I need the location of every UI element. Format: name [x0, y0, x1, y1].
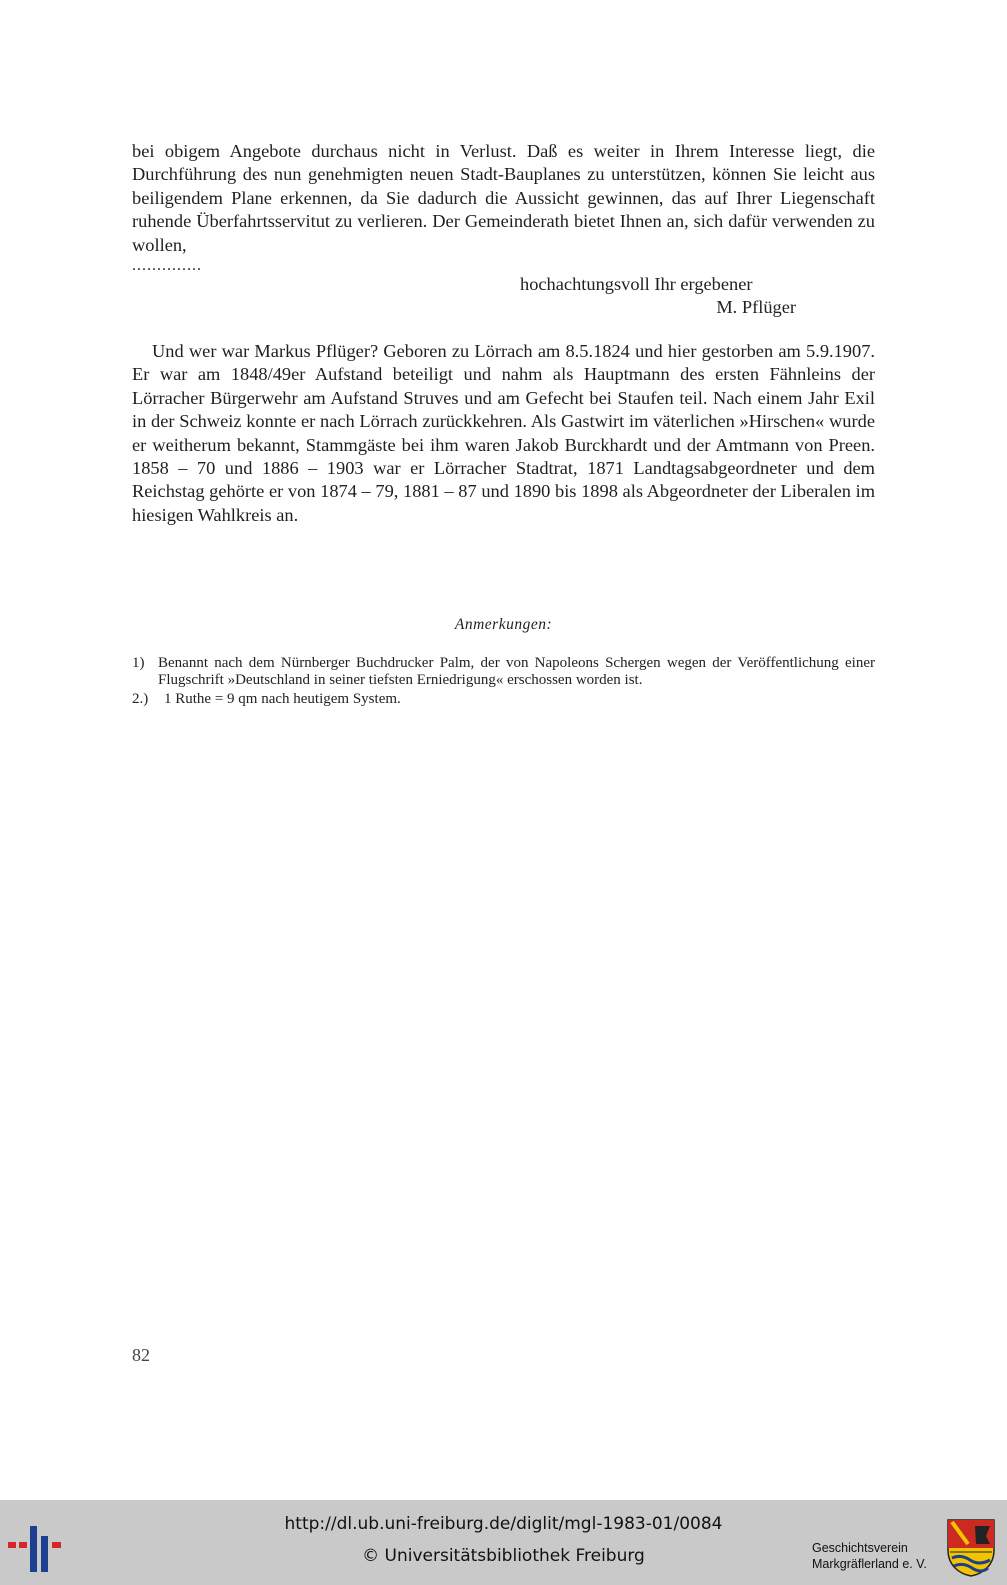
- letter-closing: hochachtungsvoll Ihr ergebener: [520, 274, 753, 294]
- copyright-text: © Universitätsbibliothek Freiburg: [362, 1546, 645, 1566]
- biography-paragraph: Und wer war Markus Pflüger? Geboren zu Lörrach am 8.5.1824 und hier gestorben am 5.9.1907. Er war am 1848/49er Aufstand beteiligt und nahm als Hauptmann des ersten Fähnleins der Lörracher Bürgerwehr am Aufstand Struves und am Gefecht bei Staufen teil. Nach einem Jahr Exil in der Schweiz konnte er nach Lörrach zurückkehren. Als Gastwirt im väterlichen »Hirschen« wurde er weitherum bekannt, Stammgäste bei ihm waren Jakob Burckhardt und der Amtmann von Preen. 1858 – 70 und 1886 – 1903 war er Lörracher Stadtrat, 1871 Landtagsabgeordneter und dem Reichstag gehörte er von 1874 – 79, 1881 – 87 und 1890 bis 1898 als Abgeordneter der Liberalen im hiesigen Wahlkreis an.: [132, 341, 875, 525]
- page-number: 82: [132, 1345, 150, 1365]
- footnote-text: Benannt nach dem Nürnberger Buchdrucker Palm, der von Napoleons Schergen wegen der Veröffentlichung einer Flugschrift »Deutschland in seiner tiefsten Erniedrigung« erschossen worden ist.: [158, 655, 875, 688]
- society-line-2: Markgräflerland e. V.: [812, 1557, 927, 1571]
- footnote-item: [132, 655, 875, 689]
- viewer-footer: [0, 1500, 1007, 1585]
- letter-signature: M. Pflüger: [716, 297, 796, 317]
- society-name: [812, 1540, 927, 1572]
- document-url-link[interactable]: http://dl.ub.uni-freiburg.de/diglit/mgl-1983-01/0084: [284, 1514, 723, 1534]
- footnote-item: [132, 691, 875, 708]
- coat-of-arms-icon: [946, 1518, 996, 1578]
- footnote-number: 1): [132, 655, 145, 671]
- society-line-1: Geschichtsverein: [812, 1541, 908, 1555]
- footnotes: [132, 655, 875, 710]
- letter-ellipsis: ..............: [132, 257, 202, 274]
- footnote-number: 2.): [132, 691, 149, 707]
- notes-heading: Anmerkungen:: [454, 616, 553, 633]
- letter-paragraph: bei obigem Angebote durchaus nicht in Verlust. Daß es weiter in Ihrem Interesse liegt, die Durchführung des nun genehmigten neuen Stadt-Bauplanes zu unterstützen, können Sie leicht aus beiligendem Plane erkennen, da Sie dadurch die Aussicht gewinnen, das auf Ihrer Liegenschaft ruhende Überfahrtsservitut zu verlieren. Der Gemeinderath bietet Ihnen an, sich dafür verwenden zu wollen,: [132, 141, 875, 255]
- footnote-text: 1 Ruthe = 9 qm nach heutigem System.: [164, 691, 401, 707]
